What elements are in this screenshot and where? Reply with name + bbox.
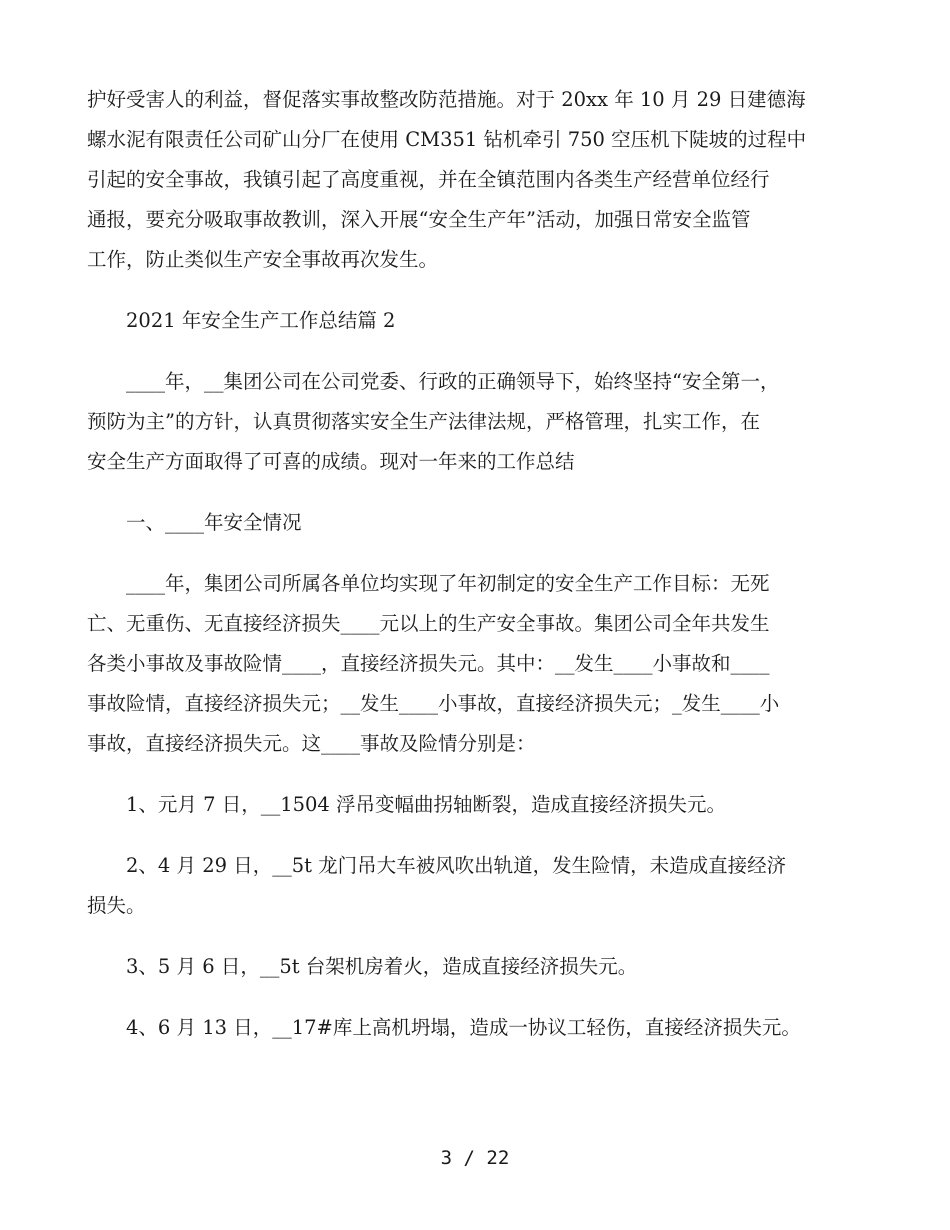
text-line: 引起的安全事故，我镇引起了高度重视，并在全镇范围内各类生产经营单位经行 (87, 168, 770, 191)
text-line: 损失。 (87, 894, 146, 917)
list-item-accident-2 (87, 846, 877, 926)
text-line: 事故，直接经济损失元。这____事故及险情分别是： (87, 732, 536, 755)
paragraph-intro (87, 362, 877, 482)
text-line: 4、6 月 13 日，__17#库上高机坍塌，造成一协议工轻伤，直接经济损失元。 (87, 1016, 801, 1039)
paragraph-safety-summary (87, 564, 877, 764)
section-heading-safety-status: 一、____年安全情况 (87, 511, 302, 534)
text-line: 亡、无重伤、无直接经济损失____元以上的生产安全事故。集团公司全年共发生 (87, 612, 770, 635)
list-item-accident-3 (87, 947, 877, 987)
text-line: ____年，集团公司所属各单位均实现了年初制定的安全生产工作目标：无死 (87, 572, 770, 595)
text-line: 各类小事故及事故险情____，直接经济损失元。其中：__发生____小事故和____ (87, 652, 770, 675)
text-line: ____年，__集团公司在公司党委、行政的正确领导下，始终坚持“安全第一， (87, 370, 780, 393)
document-body (87, 80, 877, 1069)
text-line: 安全生产方面取得了可喜的成绩。现对一年来的工作总结 (87, 450, 575, 473)
text-line: 螺水泥有限责任公司矿山分厂在使用 CM351 钻机牵引 750 空压机下陡坡的过程中 (87, 128, 807, 151)
text-line: 2、4 月 29 日，__5t 龙门吊大车被风吹出轨道，发生险情，未造成直接经济 (87, 854, 787, 877)
text-line: 工作，防止类似生产安全事故再次发生。 (87, 248, 439, 271)
text-line: 护好受害人的利益，督促落实事故整改防范措施。对于 20xx 年 10 月 29 日建德海 (87, 88, 806, 111)
text-line: 通报，要充分吸取事故教训，深入开展“安全生产年”活动，加强日常安全监管 (87, 208, 751, 231)
text-line: 1、元月 7 日，__1504 浮吊变幅曲拐轴断裂，造成直接经济损失元。 (87, 793, 727, 816)
text-line: 事故险情，直接经济损失元；__发生____小事故，直接经济损失元；_发生____小 (87, 692, 780, 715)
section-title-part-2: 2021 年安全生产工作总结篇 2 (87, 309, 396, 332)
list-item-accident-4 (87, 1008, 877, 1048)
text-line: 预防为主”的方针，认真贯彻落实安全生产法律法规，严格管理，扎实工作，在 (87, 410, 760, 433)
paragraph-accident-handling (87, 80, 877, 280)
page-number: 3 / 22 (440, 1147, 510, 1169)
list-item-accident-1 (87, 785, 877, 825)
text-line: 3、5 月 6 日，__5t 台架机房着火，造成直接经济损失元。 (87, 955, 638, 978)
